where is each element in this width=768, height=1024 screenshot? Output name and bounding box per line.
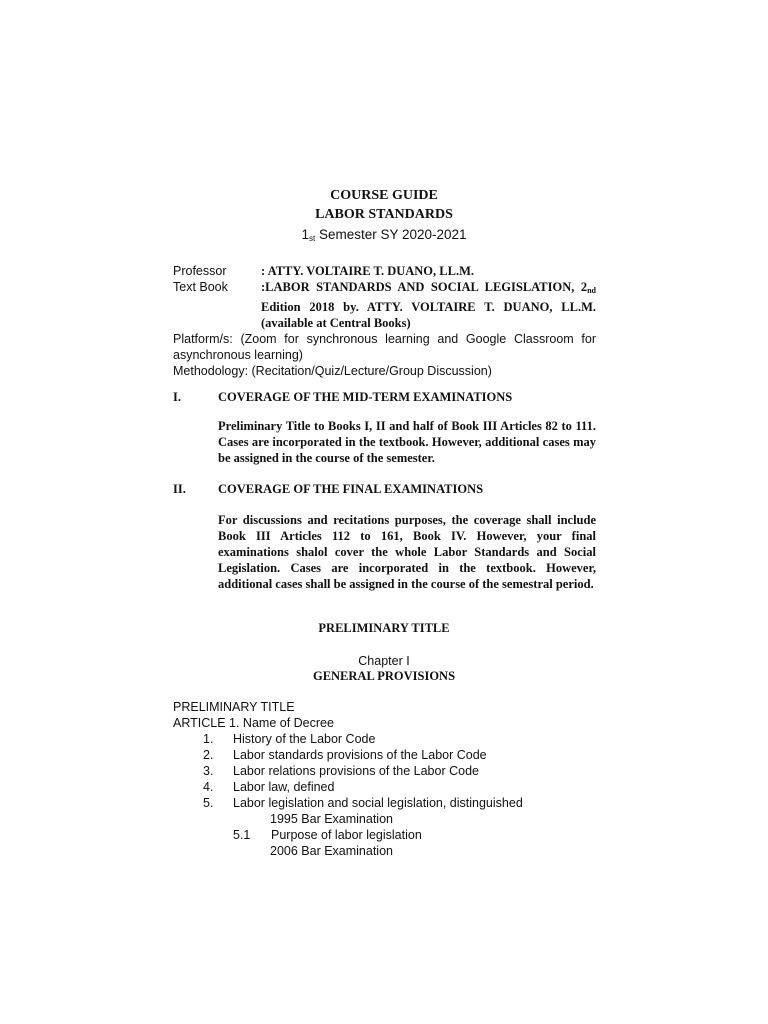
- document-header: [0, 186, 768, 249]
- bar-exam-note: 2006 Bar Examination: [270, 844, 393, 858]
- course-guide-title: COURSE GUIDE: [330, 188, 438, 203]
- sub-list-item: 5.1 Purpose of labor legislation: [233, 828, 422, 842]
- section-heading-2: [173, 481, 596, 497]
- section-heading-1: [173, 389, 596, 405]
- chapter-label: Chapter I: [358, 654, 410, 668]
- platform-text: Platform/s: (Zoom for synchronous learning and Google Classroom for asynchronous learning): [173, 332, 596, 362]
- list-item: 1. History of the Labor Code: [203, 732, 376, 746]
- article-heading: ARTICLE 1. Name of Decree: [173, 716, 334, 730]
- section-body-1: Preliminary Title to Books I, II and half of Book III Articles 82 to 111. Cases are incorporated in the textbook. However, additional cases may be assigned in the course of the semester.: [218, 419, 596, 465]
- bar-exam-note: 1995 Bar Examination: [270, 812, 393, 826]
- textbook-value: :LABOR STANDARDS AND SOCIAL LEGISLATION, $2_{nd}$ Edition 2018 by. ATTY. VOLTAIRE T. DUANO, LL.M. (available at Central Books): [261, 280, 596, 330]
- section-number: II.: [173, 482, 186, 496]
- list-item: 5. Labor legislation and social legislation, distinguished: [203, 796, 523, 810]
- preliminary-title-heading: PRELIMINARY TITLE: [318, 621, 450, 635]
- list-item: 3. Labor relations provisions of the Labor Code: [203, 764, 479, 778]
- chapter-title: GENERAL PROVISIONS: [312, 669, 456, 683]
- section-title: COVERAGE OF THE FINAL EXAMINATIONS: [218, 482, 484, 496]
- list-item: 4. Labor law, defined: [203, 780, 335, 794]
- list-item: 2. Labor standards provisions of the Labor Code: [203, 748, 487, 762]
- textbook-label: Text Book: [173, 280, 228, 294]
- course-subject-title: LABOR STANDARDS: [315, 207, 453, 222]
- outline-title: PRELIMINARY TITLE: [173, 700, 295, 714]
- section-number: I.: [173, 390, 181, 404]
- course-info: [173, 263, 596, 379]
- professor-value: : ATTY. VOLTAIRE T. DUANO, LL.M.: [261, 264, 474, 278]
- textbook-row: [173, 279, 596, 331]
- methodology-text: Methodology: (Recitation/Quiz/Lecture/Group Discussion): [173, 364, 492, 378]
- section-title: COVERAGE OF THE MID-TERM EXAMINATIONS: [218, 390, 513, 404]
- semester-line: $1_{st}$ Semester SY 2020-2021: [301, 227, 467, 243]
- professor-row: [173, 263, 596, 279]
- professor-label: Professor: [173, 264, 227, 278]
- outline: [173, 699, 603, 859]
- section-body-2: For discussions and recitations purposes, the coverage shall include Book III Articles 112 to 161, Book IV. However, your final examinations shalol cover the whole Labor Standards and Social Legislation. Cases are incorporated in the textbook. However, additional cases shall be assigned in the course of the semestral period.: [218, 513, 596, 591]
